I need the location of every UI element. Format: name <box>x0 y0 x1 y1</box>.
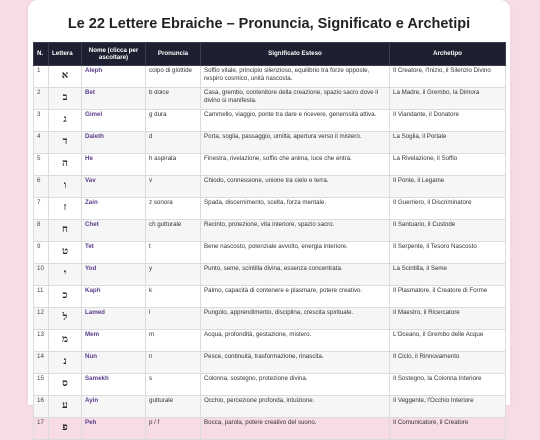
pronunciation-cell: n <box>146 352 201 374</box>
archetype-cell: Il Sostegno, la Colonna Interiore <box>390 374 506 396</box>
table-row <box>34 66 506 88</box>
row-number: 1 <box>34 66 49 88</box>
meaning-cell: Soffio vitale, principio silenzioso, equilibrio tra forze opposte, respiro cosmico, unità nascosta. <box>201 66 390 88</box>
letter-name-link[interactable]: Tet <box>82 242 146 264</box>
meaning-cell: Colonna, sostegno, protezione divina. <box>201 374 390 396</box>
hebrew-letter: ע <box>49 396 82 418</box>
header-archetype: Archetipo <box>390 43 506 66</box>
hebrew-letter: פ <box>49 418 82 440</box>
table-row <box>34 220 506 242</box>
hebrew-letter: ז <box>49 198 82 220</box>
table-row <box>34 264 506 286</box>
hebrew-letter: ו <box>49 176 82 198</box>
pronunciation-cell: m <box>146 330 201 352</box>
hebrew-letter: א <box>49 66 82 88</box>
meaning-cell: Casa, grembo, contenitore della creazione, spazio sacro dove il divino si manifesta. <box>201 88 390 110</box>
letter-name-link[interactable]: Daleth <box>82 132 146 154</box>
letter-name-link[interactable]: Lamed <box>82 308 146 330</box>
hebrew-letter: ח <box>49 220 82 242</box>
archetype-cell: La Madre, il Grembo, la Dimora <box>390 88 506 110</box>
table-body <box>34 66 506 440</box>
archetype-cell: Il Plasmatore, il Creatore di Forme <box>390 286 506 308</box>
pronunciation-cell: l <box>146 308 201 330</box>
pronunciation-cell: h aspirata <box>146 154 201 176</box>
row-number: 15 <box>34 374 49 396</box>
pronunciation-cell: gutturale <box>146 396 201 418</box>
archetype-cell: Il Ponte, il Legame <box>390 176 506 198</box>
meaning-cell: Chiodo, connessione, unione tra cielo e terra. <box>201 176 390 198</box>
row-number: 4 <box>34 132 49 154</box>
table-row <box>34 110 506 132</box>
archetype-cell: Il Veggente, l'Occhio Interiore <box>390 396 506 418</box>
pronunciation-cell: y <box>146 264 201 286</box>
header-pronunciation: Pronuncia <box>146 43 201 66</box>
archetype-cell: L'Oceano, il Grembo delle Acque <box>390 330 506 352</box>
table-row <box>34 418 506 440</box>
table-row <box>34 396 506 418</box>
meaning-cell: Recinto, protezione, vita interiore, spazio sacro. <box>201 220 390 242</box>
table-row <box>34 352 506 374</box>
table-row <box>34 308 506 330</box>
table-row <box>34 132 506 154</box>
pronunciation-cell: p / f <box>146 418 201 440</box>
hebrew-letter: ט <box>49 242 82 264</box>
archetype-cell: La Soglia, il Portale <box>390 132 506 154</box>
row-number: 3 <box>34 110 49 132</box>
table-row <box>34 330 506 352</box>
pronunciation-cell: z sonora <box>146 198 201 220</box>
letter-name-link[interactable]: Aleph <box>82 66 146 88</box>
archetype-cell: Il Creatore, l'Inizio, il Silenzio Divino <box>390 66 506 88</box>
archetype-cell: Il Comunicatore, il Creatore <box>390 418 506 440</box>
meaning-cell: Porta, soglia, passaggio, umiltà, apertura verso il mistero. <box>201 132 390 154</box>
row-number: 16 <box>34 396 49 418</box>
hebrew-letter: ה <box>49 154 82 176</box>
letter-name-link[interactable]: Kaph <box>82 286 146 308</box>
archetype-cell: La Scintilla, il Seme <box>390 264 506 286</box>
meaning-cell: Cammello, viaggio, ponte tra dare e ricevere, generosità attiva. <box>201 110 390 132</box>
letter-name-link[interactable]: He <box>82 154 146 176</box>
pronunciation-cell: k <box>146 286 201 308</box>
row-number: 12 <box>34 308 49 330</box>
meaning-cell: Bocca, parola, potere creativo del suono. <box>201 418 390 440</box>
archetype-cell: Il Santuario, il Custode <box>390 220 506 242</box>
hebrew-letter: ל <box>49 308 82 330</box>
hebrew-letter: ד <box>49 132 82 154</box>
row-number: 17 <box>34 418 49 440</box>
hebrew-letter: נ <box>49 352 82 374</box>
pronunciation-cell: g dura <box>146 110 201 132</box>
pronunciation-cell: t <box>146 242 201 264</box>
table-row <box>34 198 506 220</box>
row-number: 9 <box>34 242 49 264</box>
letters-table <box>33 42 506 440</box>
meaning-cell: Spada, discernimento, scelta, forza mentale. <box>201 198 390 220</box>
row-number: 2 <box>34 88 49 110</box>
table-row <box>34 286 506 308</box>
hebrew-letter: ג <box>49 110 82 132</box>
row-number: 6 <box>34 176 49 198</box>
archetype-cell: Il Viandante, il Donatore <box>390 110 506 132</box>
content-card <box>28 0 510 434</box>
table-header-row <box>34 43 506 66</box>
meaning-cell: Pesce, continuità, trasformazione, rinascita. <box>201 352 390 374</box>
letter-name-link[interactable]: Bet <box>82 88 146 110</box>
meaning-cell: Pungolo, apprendimento, disciplina, crescita spirituale. <box>201 308 390 330</box>
row-number: 5 <box>34 154 49 176</box>
letter-name-link[interactable]: Zain <box>82 198 146 220</box>
hebrew-letter: י <box>49 264 82 286</box>
archetype-cell: Il Maestro, il Ricercatore <box>390 308 506 330</box>
row-number: 11 <box>34 286 49 308</box>
row-number: 14 <box>34 352 49 374</box>
meaning-cell: Punto, seme, scintilla divina, essenza concentrata. <box>201 264 390 286</box>
row-number: 10 <box>34 264 49 286</box>
pronunciation-cell: b dolce <box>146 88 201 110</box>
pronunciation-cell: ch gutturale <box>146 220 201 242</box>
meaning-cell: Occhio, percezione profonda, intuizione. <box>201 396 390 418</box>
archetype-cell: Il Guerriero, il Discriminatore <box>390 198 506 220</box>
row-number: 7 <box>34 198 49 220</box>
hebrew-letter: ב <box>49 88 82 110</box>
meaning-cell: Finestra, rivelazione, soffio che anima, luce che entra. <box>201 154 390 176</box>
meaning-cell: Acqua, profondità, gestazione, mistero. <box>201 330 390 352</box>
page-title: Le 22 Lettere Ebraiche – Pronuncia, Significato e Archetipi <box>67 16 471 32</box>
table-row <box>34 176 506 198</box>
archetype-cell: Il Ciclo, il Rinnovamento <box>390 352 506 374</box>
table-row <box>34 154 506 176</box>
archetype-cell: La Rivelazione, il Soffio <box>390 154 506 176</box>
letter-name-link[interactable]: Mem <box>82 330 146 352</box>
header-name: Nome (clicca per ascoltare) <box>82 43 146 66</box>
letter-name-link[interactable]: Vav <box>82 176 146 198</box>
hebrew-letter: ס <box>49 374 82 396</box>
meaning-cell: Bene nascosto, potenziale avvolto, energia interiore. <box>201 242 390 264</box>
letter-name-link[interactable]: Ayin <box>82 396 146 418</box>
letter-name-link[interactable]: Gimel <box>82 110 146 132</box>
letter-name-link[interactable]: Chet <box>82 220 146 242</box>
letter-name-link[interactable]: Nun <box>82 352 146 374</box>
letter-name-link[interactable]: Samekh <box>82 374 146 396</box>
pronunciation-cell: v <box>146 176 201 198</box>
letter-name-link[interactable]: Peh <box>82 418 146 440</box>
table-row <box>34 242 506 264</box>
row-number: 13 <box>34 330 49 352</box>
hebrew-letter: כ <box>49 286 82 308</box>
pronunciation-cell: colpo di glottide <box>146 66 201 88</box>
pronunciation-cell: d <box>146 132 201 154</box>
archetype-cell: Il Serpente, il Tesoro Nascosto <box>390 242 506 264</box>
pronunciation-cell: s <box>146 374 201 396</box>
hebrew-letter: מ <box>49 330 82 352</box>
table-row <box>34 374 506 396</box>
header-letter: Lettera <box>49 43 82 66</box>
header-meaning: Significato Esteso <box>201 43 390 66</box>
letter-name-link[interactable]: Yod <box>82 264 146 286</box>
meaning-cell: Palmo, capacità di contenere e plasmare, potere creativo. <box>201 286 390 308</box>
table-row <box>34 88 506 110</box>
row-number: 8 <box>34 220 49 242</box>
header-number: N. <box>34 43 49 66</box>
